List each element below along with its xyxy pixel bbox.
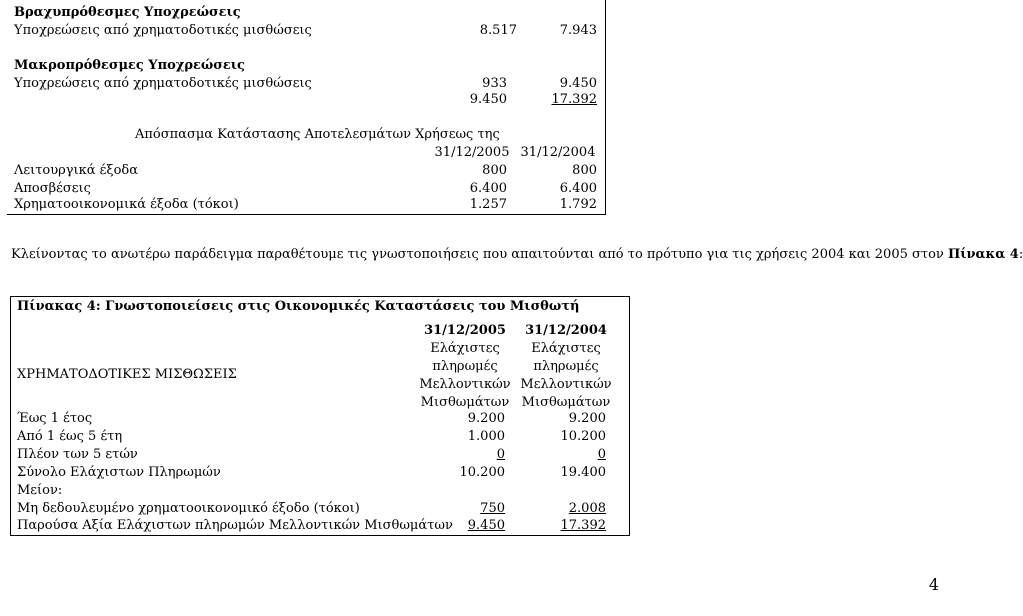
intro-paragraph bbox=[11, 246, 1023, 264]
income-row-2005: 800 bbox=[482, 163, 507, 178]
short-term-label: Υποχρεώσεις από χρηματοδοτικές μισθώσεις bbox=[14, 23, 312, 38]
short-term-2004: 7.943 bbox=[559, 23, 597, 38]
table4-col-2004: 31/12/2004 bbox=[525, 323, 607, 338]
table-row-2004: 9.200 bbox=[568, 411, 606, 426]
income-col-2004: 31/12/2004 bbox=[520, 145, 596, 160]
income-row-2004: 6.400 bbox=[559, 181, 597, 196]
income-row-label: Αποσβέσεις bbox=[14, 181, 91, 196]
income-title: Απόσπασμα Κατάστασης Αποτελεσμάτων Χρήσεως της bbox=[135, 127, 500, 142]
long-term-2005: 933 bbox=[482, 76, 507, 91]
income-row-label: Λειτουργικά έξοδα bbox=[14, 163, 139, 178]
table-row-2005: 0 bbox=[496, 447, 505, 462]
income-row-2004: 1.792 bbox=[559, 197, 597, 212]
income-col-2005: 31/12/2005 bbox=[434, 145, 510, 160]
total-2004: 17.392 bbox=[551, 92, 597, 107]
table-row-2004: 19.400 bbox=[560, 465, 606, 480]
table-row-2004: 10.200 bbox=[560, 429, 606, 444]
table-row-2004: 17.392 bbox=[560, 518, 606, 533]
paragraph-text: Κλείνοντας το ανωτέρω παράδειγμα παραθέτουμε τις γνωστοποιήσεις που απαιτούνται από το πρότυπο για τις χρήσεις 2004 και 2005 στον bbox=[11, 247, 948, 262]
table4-header-line: Μισθωμάτων bbox=[420, 395, 510, 410]
table4-header-line: Ελάχιστες bbox=[430, 341, 500, 356]
table-row-2005: 9.450 bbox=[467, 518, 505, 533]
long-term-2004: 9.450 bbox=[559, 76, 597, 91]
page-number: 4 bbox=[928, 575, 939, 594]
table4-col-2005: 31/12/2005 bbox=[424, 323, 506, 338]
table4-header-line: Ελάχιστες bbox=[531, 341, 601, 356]
table-4 bbox=[10, 296, 630, 536]
table-row-2005: 10.200 bbox=[459, 465, 505, 480]
table4-header-line: Μελλοντικών bbox=[520, 377, 612, 392]
table-row-label: Έως 1 έτος bbox=[17, 411, 93, 426]
paragraph-table-ref: Πίνακα 4 bbox=[947, 247, 1019, 262]
table-row-label: Από 1 έως 5 έτη bbox=[17, 429, 123, 444]
long-term-heading: Μακροπρόθεσμες Υποχρεώσεις bbox=[14, 58, 245, 73]
paragraph-end: : bbox=[1018, 247, 1023, 262]
table-row-label: Σύνολο Ελάχιστων Πληρωμών bbox=[17, 465, 221, 480]
income-row-2005: 6.400 bbox=[469, 181, 507, 196]
short-term-heading: Βραχυπρόθεσμες Υποχρεώσεις bbox=[14, 5, 241, 20]
long-term-label: Υποχρεώσεις από χρηματοδοτικές μισθώσεις bbox=[14, 76, 312, 91]
table4-header-line: πληρωμές bbox=[432, 359, 498, 374]
table-row-2005: 1.000 bbox=[467, 429, 505, 444]
table-row-2004: 2.008 bbox=[568, 501, 606, 516]
table-row-2005: 750 bbox=[480, 501, 505, 516]
income-row-2004: 800 bbox=[572, 163, 597, 178]
table-row-label: Μείον: bbox=[17, 483, 63, 498]
total-2005: 9.450 bbox=[469, 92, 507, 107]
table-row-label: Μη δεδουλευμένο χρηματοοικονομικό έξοδο (τόκοι) bbox=[17, 501, 360, 516]
table-row-2004: 0 bbox=[597, 447, 606, 462]
balance-sheet-extract bbox=[7, 0, 606, 215]
table-row-label: Πλέον των 5 ετών bbox=[17, 447, 138, 462]
table4-title: Πίνακας 4: Γνωστοποιείσεις στις Οικονομικές Καταστάσεις του Μισθωτή bbox=[17, 299, 580, 314]
table4-header-line: Μισθωμάτων bbox=[521, 395, 611, 410]
short-term-2005: 8.517 bbox=[479, 23, 517, 38]
table4-header-line: Μελλοντικών bbox=[419, 377, 511, 392]
income-row-label: Χρηματοοικονομικά έξοδα (τόκοι) bbox=[14, 197, 239, 212]
table-row-label: Παρούσα Αξία Ελάχιστων πληρωμών Μελλοντικών Μισθωμάτων bbox=[17, 518, 453, 533]
table-row-2005: 9.200 bbox=[467, 411, 505, 426]
table4-row-label: ΧΡΗΜΑΤΟΔΟΤΙΚΕΣ ΜΙΣΘΩΣΕΙΣ bbox=[17, 367, 237, 382]
table4-header-line: πληρωμές bbox=[533, 359, 599, 374]
income-row-2005: 1.257 bbox=[469, 197, 507, 212]
